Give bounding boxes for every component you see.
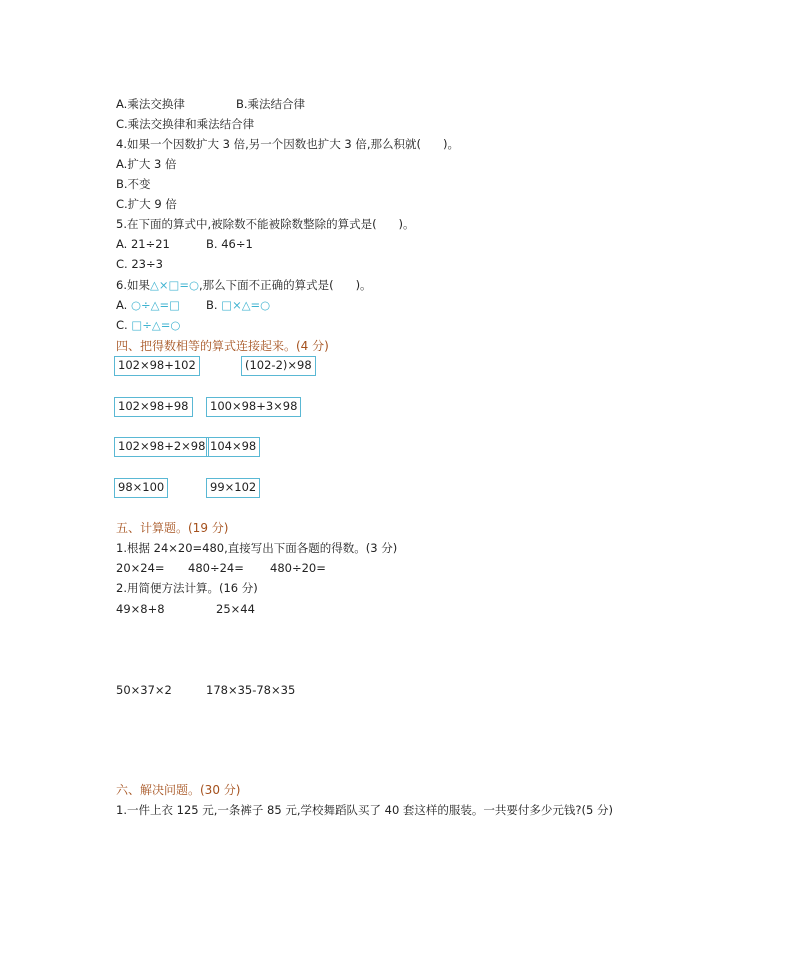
q6-option-a-label: A. (116, 298, 128, 312)
q6-stem (116, 277, 372, 293)
q3-option-a: A.乘法交换律 (116, 97, 185, 111)
section6-title: 六、解决问题。(30 分) (116, 783, 241, 797)
section5-q1-stem: 1.根据 24×20=480,直接写出下面各题的得数。(3 分) (116, 541, 398, 555)
right-expression-4[interactable]: 99×102 (206, 478, 260, 498)
q5-option-c: C. 23÷3 (116, 257, 163, 271)
q5-stem: 5.在下面的算式中,被除数不能被除数整除的算式是( )。 (116, 217, 415, 231)
section5-q2-item-2: 25×44 (216, 602, 255, 616)
q6-stem-post: ,那么下面不正确的算式是( )。 (199, 278, 372, 292)
q4-option-b: B.不变 (116, 177, 151, 191)
left-expression-3[interactable]: 102×98+2×98 (114, 437, 209, 457)
section5-q2-item-4: 178×35-78×35 (206, 683, 296, 697)
q6-option-b (206, 297, 270, 313)
section4-title: 四、把得数相等的算式连接起来。(4 分) (116, 339, 329, 353)
q6-stem-pre: 6.如果 (116, 278, 150, 292)
section5-q1-item-3: 480÷20= (270, 561, 326, 575)
q6-option-c (116, 317, 180, 333)
q3-option-b: B.乘法结合律 (236, 97, 306, 111)
section5-q2-item-1: 49×8+8 (116, 602, 165, 616)
left-expression-4[interactable]: 98×100 (114, 478, 168, 498)
q4-option-c: C.扩大 9 倍 (116, 197, 177, 211)
right-expression-2[interactable]: 100×98+3×98 (206, 397, 301, 417)
right-expression-1[interactable]: (102-2)×98 (241, 356, 316, 376)
section5-q2-item-3: 50×37×2 (116, 683, 172, 697)
q3-option-c: C.乘法交换律和乘法结合律 (116, 117, 255, 131)
q6-stem-equation: △×□=○ (149, 278, 199, 292)
left-expression-2[interactable]: 102×98+98 (114, 397, 193, 417)
q6-option-c-label: C. (116, 318, 128, 332)
right-expression-3[interactable]: 104×98 (206, 437, 260, 457)
section5-title: 五、计算题。(19 分) (116, 521, 229, 535)
left-expression-1[interactable]: 102×98+102 (114, 356, 200, 376)
section5-q1-item-2: 480÷24= (188, 561, 244, 575)
q6-option-a-equation: ○÷△=□ (130, 298, 180, 312)
section5-q1-item-1: 20×24= (116, 561, 165, 575)
section5-q2-stem: 2.用简便方法计算。(16 分) (116, 581, 258, 595)
q6-option-b-equation: □×△=○ (221, 298, 271, 312)
q6-option-a (116, 297, 180, 313)
q4-stem: 4.如果一个因数扩大 3 倍,另一个因数也扩大 3 倍,那么积就( )。 (116, 137, 459, 151)
q6-option-c-equation: □÷△=○ (131, 318, 181, 332)
q6-option-b-label: B. (206, 298, 218, 312)
q5-option-a: A. 21÷21 (116, 237, 170, 251)
section6-q1: 1.一件上衣 125 元,一条裤子 85 元,学校舞蹈队买了 40 套这样的服装。一共要付多少元钱?(5 分) (116, 803, 613, 817)
q4-option-a: A.扩大 3 倍 (116, 157, 177, 171)
q5-option-b: B. 46÷1 (206, 237, 253, 251)
